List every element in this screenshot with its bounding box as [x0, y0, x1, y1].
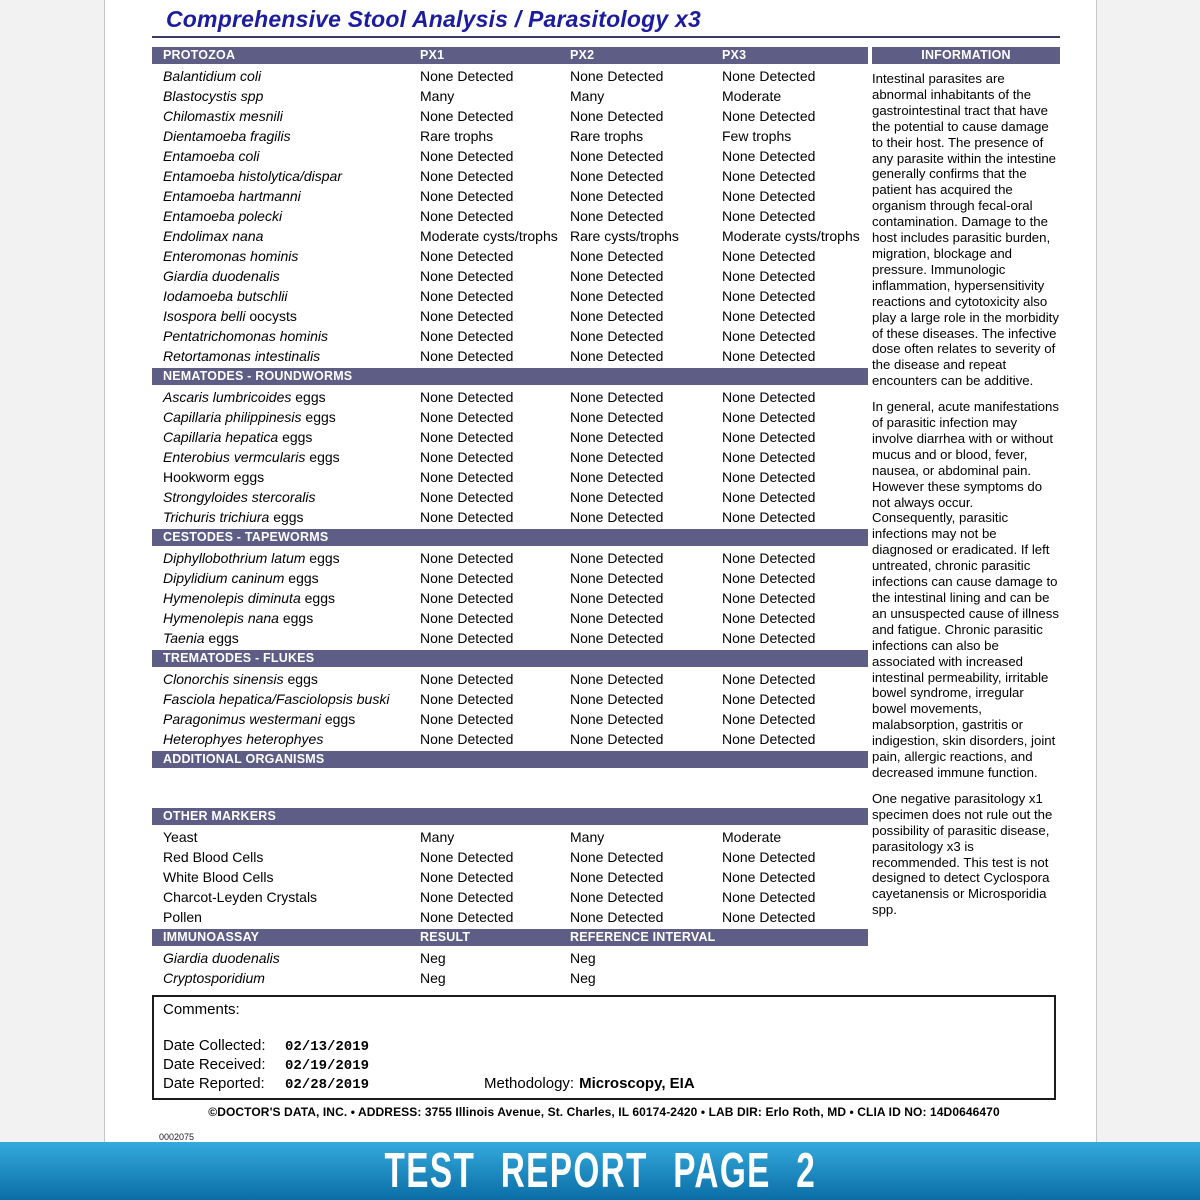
- table-row: [152, 729, 868, 749]
- result-value: None Detected: [570, 869, 664, 885]
- result-value: None Detected: [722, 188, 816, 204]
- result-value: None Detected: [420, 909, 514, 925]
- result-value: None Detected: [722, 449, 816, 465]
- table-row: [152, 548, 868, 568]
- report-body: [152, 45, 1060, 988]
- table-row: [152, 86, 868, 106]
- table-row: [152, 588, 868, 608]
- table-row: [152, 487, 868, 507]
- table-row: [152, 146, 868, 166]
- result-value: None Detected: [722, 328, 816, 344]
- table-row: [152, 847, 868, 867]
- table-row: [152, 427, 868, 447]
- result-value: None Detected: [570, 268, 664, 284]
- result-value: None Detected: [570, 509, 664, 525]
- result-value: Moderate cysts/trophs: [420, 228, 558, 244]
- organism-name-italic: Taenia: [163, 630, 205, 646]
- result-value: None Detected: [722, 208, 816, 224]
- organism-name-plain: Yeast: [163, 829, 198, 845]
- result-value: None Detected: [570, 711, 664, 727]
- section-header: [152, 650, 868, 667]
- table-row: [152, 407, 868, 427]
- result-value: Many: [420, 88, 455, 104]
- result-value: None Detected: [722, 550, 816, 566]
- organism-name-italic: Enterobius vermcularis: [163, 449, 306, 465]
- organism-name-italic: Dientamoeba fragilis: [163, 128, 291, 144]
- result-value: None Detected: [420, 590, 514, 606]
- organism-name: [152, 407, 420, 427]
- organism-name-plain: Pollen: [163, 909, 202, 925]
- result-value: Moderate: [722, 829, 782, 845]
- result-value: Few trophs: [722, 128, 792, 144]
- result-value: None Detected: [722, 731, 816, 747]
- result-value: None Detected: [420, 509, 514, 525]
- result-value: None Detected: [570, 610, 664, 626]
- date-value: 02/13/2019: [285, 1039, 370, 1055]
- result-value: None Detected: [420, 849, 514, 865]
- section-header: [152, 529, 868, 546]
- result-value: None Detected: [420, 288, 514, 304]
- comments-dates: [163, 1036, 1045, 1093]
- organism-name-plain: eggs: [320, 711, 356, 727]
- result-value: None Detected: [420, 208, 514, 224]
- table-row: [152, 447, 868, 467]
- table-row: [152, 66, 868, 86]
- result-value: None Detected: [722, 68, 816, 84]
- result-value: None Detected: [420, 731, 514, 747]
- result-value: None Detected: [722, 308, 816, 324]
- organism-name-plain: eggs: [301, 409, 336, 425]
- result-value: None Detected: [570, 671, 664, 687]
- result-value: None Detected: [722, 610, 816, 626]
- result-value: None Detected: [420, 308, 514, 324]
- table-row: [152, 689, 868, 709]
- result-value: None Detected: [570, 489, 664, 505]
- organism-name-italic: Endolimax nana: [163, 228, 264, 244]
- information-paragraph: In general, acute manifestations of parasitic infection may involve diarrhea with or without mucus and or blood, fever, nausea, or abdominal pain. However these symptoms do not always occur. Consequently, parasitic infections may not be diagnosed or eradicated. If left untreated, chronic parasitic infections can cause damage to the intestinal lining and can be an unsuspected cause of illness and fatigue. Chronic parasitic infections can also be associated with increased intestinal permeability, irritable bowel syndrome, irregular bowel movements, malabsorption, gastritis or indigestion, skin disorders, joint pain, allergic reactions, and decreased immune function.: [872, 399, 1059, 780]
- result-value: None Detected: [570, 148, 664, 164]
- organism-name: [152, 326, 420, 346]
- results-table: [152, 45, 868, 988]
- organism-name: [152, 669, 420, 689]
- result-value: None Detected: [722, 509, 816, 525]
- column-header: PX1: [420, 48, 445, 62]
- table-row: [152, 166, 868, 186]
- organism-name-italic: Isospora belli: [163, 308, 246, 324]
- date-label: Date Received:: [163, 1056, 266, 1073]
- result-value: None Detected: [420, 610, 514, 626]
- organism-name-plain: oocysts: [245, 308, 297, 324]
- table-row: [152, 827, 868, 847]
- organism-name-plain: eggs: [300, 590, 335, 606]
- organism-name-plain: Red Blood Cells: [163, 849, 264, 865]
- organism-name-plain: White Blood Cells: [163, 869, 274, 885]
- table-row: [152, 507, 868, 527]
- table-row: [152, 907, 868, 927]
- result-value: None Detected: [420, 671, 514, 687]
- result-value: None Detected: [722, 248, 816, 264]
- organism-name-italic: Balantidium coli: [163, 68, 262, 84]
- result-value: Moderate: [722, 88, 782, 104]
- organism-name-italic: Chilomastix mesnili: [163, 108, 283, 124]
- result-value: None Detected: [420, 889, 514, 905]
- lab-footer: ©DOCTOR'S DATA, INC. • ADDRESS: 3755 Illinois Avenue, St. Charles, IL 60174-2420 • LAB DIR: Erlo Roth, MD • CLIA ID NO: 14D0646470: [208, 1105, 1000, 1119]
- organism-name: [152, 206, 420, 226]
- information-sidebar: [872, 45, 1060, 988]
- table-row: [152, 628, 868, 648]
- result-value: None Detected: [722, 469, 816, 485]
- organism-name: [152, 146, 420, 166]
- result-value: None Detected: [420, 168, 514, 184]
- column-header: RESULT: [420, 930, 471, 944]
- organism-name: [152, 166, 420, 186]
- organism-name-plain: Charcot-Leyden Crystals: [163, 889, 318, 905]
- organism-name: [152, 948, 420, 968]
- organism-name: [152, 608, 420, 628]
- organism-name-italic: Capillaria philippinesis: [163, 409, 302, 425]
- organism-name-italic: Enteromonas hominis: [163, 248, 299, 264]
- table-row: [152, 887, 868, 907]
- organism-name-plain: eggs: [204, 630, 239, 646]
- section-header-label: CESTODES - TAPEWORMS: [163, 530, 329, 544]
- result-value: None Detected: [570, 849, 664, 865]
- result-value: None Detected: [420, 188, 514, 204]
- date-value: 02/28/2019: [285, 1077, 370, 1093]
- result-value: Rare trophs: [420, 128, 494, 144]
- table-row: [152, 709, 868, 729]
- result-value: None Detected: [722, 168, 816, 184]
- result-value: None Detected: [722, 429, 816, 445]
- organism-name: [152, 968, 420, 988]
- result-value: None Detected: [420, 268, 514, 284]
- table-row: [152, 968, 868, 988]
- result-value: None Detected: [420, 691, 514, 707]
- result-value: None Detected: [722, 671, 816, 687]
- organism-name-plain: Hookworm eggs: [163, 469, 265, 485]
- result-value: Rare cysts/trophs: [570, 228, 679, 244]
- section-header: [152, 751, 868, 768]
- result-value: None Detected: [420, 469, 514, 485]
- result-value: None Detected: [420, 550, 514, 566]
- organism-name: [152, 346, 420, 366]
- result-value: None Detected: [722, 268, 816, 284]
- result-value: None Detected: [722, 108, 816, 124]
- organism-name-plain: eggs: [269, 509, 304, 525]
- result-value: Neg: [420, 970, 446, 986]
- organism-name-italic: Hymenolepis diminuta: [163, 590, 301, 606]
- organism-name: [152, 907, 420, 927]
- table-row: [152, 186, 868, 206]
- organism-name: [152, 867, 420, 887]
- column-header: PX3: [722, 48, 747, 62]
- column-header: REFERENCE INTERVAL: [570, 930, 716, 944]
- organism-name: [152, 286, 420, 306]
- result-value: None Detected: [722, 889, 816, 905]
- organism-name: [152, 86, 420, 106]
- table-row: [152, 346, 868, 366]
- organism-name: [152, 689, 420, 709]
- result-value: None Detected: [420, 711, 514, 727]
- result-value: None Detected: [722, 711, 816, 727]
- section-header-label: NEMATODES - ROUNDWORMS: [163, 369, 353, 383]
- organism-name: [152, 266, 420, 286]
- result-value: None Detected: [420, 389, 514, 405]
- result-value: None Detected: [570, 248, 664, 264]
- information-paragraph: One negative parasitology x1 specimen does not rule out the possibility of parasitic disease, parasitology x3 is recommended. This test is not designed to detect Cyclospora cayetanensis or Microsporidia spp.: [872, 790, 1053, 918]
- result-value: None Detected: [570, 570, 664, 586]
- result-value: None Detected: [420, 489, 514, 505]
- organism-name: [152, 447, 420, 467]
- result-value: None Detected: [570, 469, 664, 485]
- table-row: [152, 246, 868, 266]
- organism-name: [152, 628, 420, 648]
- organism-name-italic: Paragonimus westermani: [163, 711, 321, 727]
- result-value: None Detected: [570, 731, 664, 747]
- date-row: [163, 1036, 1045, 1055]
- table-row: [152, 266, 868, 286]
- date-row: [163, 1074, 1045, 1093]
- section-header-label: ADDITIONAL ORGANISMS: [163, 752, 325, 766]
- table-row: [152, 126, 868, 146]
- organism-name-plain: eggs: [278, 610, 314, 626]
- organism-name-plain: eggs: [278, 429, 313, 445]
- organism-name: [152, 387, 420, 407]
- result-value: None Detected: [420, 68, 514, 84]
- result-value: None Detected: [570, 308, 664, 324]
- document-number: 0002075: [159, 1132, 195, 1142]
- result-value: None Detected: [570, 108, 664, 124]
- organism-name: [152, 847, 420, 867]
- result-value: None Detected: [722, 148, 816, 164]
- result-value: [722, 948, 868, 968]
- result-value: None Detected: [722, 409, 816, 425]
- organism-name-italic: Capillaria hepatica: [163, 429, 279, 445]
- table-row: [152, 326, 868, 346]
- organism-name-italic: Fasciola hepatica/Fasciolopsis buski: [163, 691, 390, 707]
- result-value: None Detected: [420, 108, 514, 124]
- result-value: None Detected: [570, 909, 664, 925]
- table-row: [152, 387, 868, 407]
- banner-label: TEST REPORT PAGE 2: [384, 1143, 816, 1198]
- table-row: [152, 948, 868, 968]
- result-value: Neg: [420, 950, 446, 966]
- result-value: None Detected: [570, 68, 664, 84]
- result-value: None Detected: [570, 168, 664, 184]
- result-value: None Detected: [420, 869, 514, 885]
- organism-name-plain: eggs: [283, 671, 318, 687]
- result-value: None Detected: [722, 630, 816, 646]
- result-value: None Detected: [722, 849, 816, 865]
- organism-name-plain: eggs: [291, 389, 326, 405]
- report-page: [104, 0, 1097, 1142]
- organism-name-italic: Entamoeba coli: [163, 148, 260, 164]
- organism-name: [152, 106, 420, 126]
- organism-name-plain: eggs: [305, 550, 340, 566]
- organism-name-italic: Giardia duodenalis: [163, 950, 280, 966]
- organism-name: [152, 66, 420, 86]
- result-value: None Detected: [570, 389, 664, 405]
- organism-name-italic: Entamoeba hartmanni: [163, 188, 301, 204]
- table-row: [152, 286, 868, 306]
- result-value: None Detected: [420, 429, 514, 445]
- result-value: Rare trophs: [570, 128, 644, 144]
- organism-name-plain: eggs: [284, 570, 319, 586]
- comments-box: [152, 995, 1056, 1100]
- section-header-label: PROTOZOA: [163, 48, 236, 62]
- information-paragraph: Intestinal parasites are abnormal inhabitants of the gastrointestinal tract that have the potential to cause damage to their host. The presence of any parasite within the intestine generally confirms that the patient has acquired the organism through fecal-oral contamination. Damage to the host includes parasitic burden, migration, blockage and pressure. Immunologic inflammation, hypersensitivity reactions and cytotoxicity also play a large role in the morbidity of these diseases. The infective dose often relates to severity of the disease and repeat encounters can be additive.: [872, 71, 1059, 389]
- section-header: [152, 368, 868, 385]
- result-value: None Detected: [420, 348, 514, 364]
- organism-name: [152, 306, 420, 326]
- result-value: None Detected: [570, 429, 664, 445]
- section-header-label: IMMUNOASSAY: [163, 930, 260, 944]
- result-value: None Detected: [570, 328, 664, 344]
- result-value: None Detected: [420, 148, 514, 164]
- organism-name: [152, 887, 420, 907]
- date-value: 02/19/2019: [285, 1058, 370, 1074]
- organism-name: [152, 588, 420, 608]
- report-content: [105, 0, 1060, 1142]
- organism-name: [152, 186, 420, 206]
- table-row: [152, 867, 868, 887]
- result-value: None Detected: [722, 389, 816, 405]
- section-header: [152, 929, 868, 946]
- organism-name-italic: Blastocystis spp: [163, 88, 264, 104]
- comments-heading: Comments:: [163, 1001, 240, 1018]
- table-row: [152, 306, 868, 326]
- result-value: Many: [570, 829, 605, 845]
- result-value: [722, 968, 868, 988]
- organism-name-italic: Cryptosporidium: [163, 970, 265, 986]
- organism-name: [152, 427, 420, 447]
- organism-name: [152, 246, 420, 266]
- result-value: Many: [420, 829, 455, 845]
- result-value: None Detected: [570, 449, 664, 465]
- result-value: None Detected: [570, 288, 664, 304]
- result-value: Neg: [570, 970, 596, 986]
- result-value: None Detected: [570, 691, 664, 707]
- result-value: None Detected: [570, 550, 664, 566]
- result-value: None Detected: [570, 889, 664, 905]
- result-value: None Detected: [420, 248, 514, 264]
- page-title: Comprehensive Stool Analysis / Parasitology x3: [152, 6, 1060, 38]
- result-value: None Detected: [722, 288, 816, 304]
- organism-name-italic: Retortamonas intestinalis: [163, 348, 321, 364]
- result-value: None Detected: [722, 348, 816, 364]
- organism-name: [152, 827, 420, 847]
- organism-name-italic: Entamoeba polecki: [163, 208, 283, 224]
- table-row: [152, 206, 868, 226]
- organism-name: [152, 467, 420, 487]
- result-value: None Detected: [420, 449, 514, 465]
- section-header: [152, 808, 868, 825]
- test-report-page-banner: [0, 1142, 1200, 1200]
- table-row: [152, 226, 868, 246]
- organism-name-italic: Giardia duodenalis: [163, 268, 280, 284]
- section-header: [152, 47, 868, 64]
- result-value: None Detected: [420, 409, 514, 425]
- methodology-value: Microscopy, EIA: [579, 1075, 695, 1092]
- result-value: None Detected: [722, 489, 816, 505]
- organism-name: [152, 126, 420, 146]
- organism-name: [152, 548, 420, 568]
- organism-name-italic: Clonorchis sinensis: [163, 671, 284, 687]
- column-header: PX2: [570, 48, 595, 62]
- organism-name: [152, 487, 420, 507]
- result-value: None Detected: [722, 909, 816, 925]
- organism-name-italic: Ascaris lumbricoides: [163, 389, 292, 405]
- organism-name-italic: Iodamoeba butschlii: [163, 288, 288, 304]
- organism-name: [152, 709, 420, 729]
- result-value: Moderate cysts/trophs: [722, 228, 860, 244]
- result-value: None Detected: [722, 869, 816, 885]
- result-value: Many: [570, 88, 605, 104]
- result-value: None Detected: [722, 570, 816, 586]
- organism-name: [152, 729, 420, 749]
- organism-name-italic: Heterophyes heterophyes: [163, 731, 324, 747]
- result-value: None Detected: [570, 348, 664, 364]
- table-row: [152, 608, 868, 628]
- section-header-label: OTHER MARKERS: [163, 809, 277, 823]
- date-row: [163, 1055, 1045, 1074]
- section-header-label: TREMATODES - FLUKES: [163, 651, 315, 665]
- result-value: None Detected: [570, 590, 664, 606]
- table-row: [152, 669, 868, 689]
- result-value: None Detected: [722, 590, 816, 606]
- organism-name: [152, 507, 420, 527]
- result-value: None Detected: [570, 208, 664, 224]
- result-value: None Detected: [722, 691, 816, 707]
- information-header: INFORMATION: [872, 47, 1060, 64]
- organism-name-plain: eggs: [305, 449, 340, 465]
- date-label: Date Reported:: [163, 1075, 265, 1092]
- methodology-label: Methodology:: [484, 1075, 575, 1092]
- organism-name-italic: Pentatrichomonas hominis: [163, 328, 328, 344]
- organism-name-italic: Entamoeba histolytica/dispar: [163, 168, 342, 184]
- organism-name-italic: Strongyloides stercoralis: [163, 489, 316, 505]
- date-label: Date Collected:: [163, 1037, 266, 1054]
- organism-name-italic: Hymenolepis nana: [163, 610, 279, 626]
- result-value: None Detected: [570, 630, 664, 646]
- table-row: [152, 106, 868, 126]
- organism-name: [152, 226, 420, 246]
- empty-section-space: [152, 770, 868, 806]
- result-value: None Detected: [570, 188, 664, 204]
- organism-name-italic: Dipylidium caninum: [163, 570, 285, 586]
- result-value: None Detected: [420, 570, 514, 586]
- organism-name-italic: Diphyllobothrium latum: [163, 550, 306, 566]
- organism-name-italic: Trichuris trichiura: [163, 509, 270, 525]
- result-value: None Detected: [570, 409, 664, 425]
- result-value: None Detected: [420, 328, 514, 344]
- organism-name: [152, 568, 420, 588]
- result-value: None Detected: [420, 630, 514, 646]
- result-value: Neg: [570, 950, 596, 966]
- table-row: [152, 467, 868, 487]
- table-row: [152, 568, 868, 588]
